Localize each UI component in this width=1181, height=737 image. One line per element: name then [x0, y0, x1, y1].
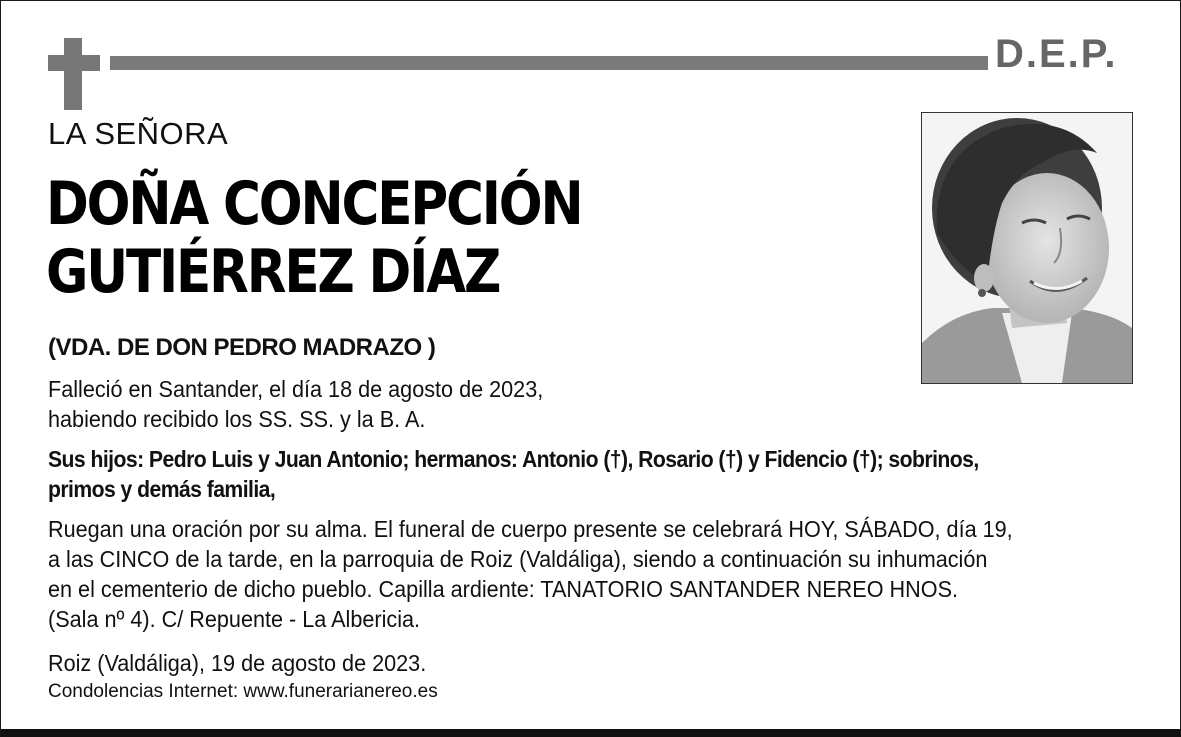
- death-notice-line-2: habiendo recibido los SS. SS. y la B. A.: [48, 406, 426, 432]
- family-line-1: Sus hijos: Pedro Luis y Juan Antonio; hermanos: Antonio (†), Rosario (†) y Fidencio (†); sobrinos,: [48, 446, 979, 472]
- family-line-2: primos y demás familia,: [48, 476, 276, 502]
- deceased-name: [46, 170, 582, 306]
- service-line-2: a las CINCO de la tarde, en la parroquia de Roiz (Valdáliga), siendo a continuación su inhumación: [48, 546, 988, 572]
- deceased-name-line-1: DOÑA CONCEPCIÓN: [46, 169, 582, 239]
- deceased-title: LA SEÑORA: [48, 116, 229, 151]
- death-notice: [48, 374, 543, 434]
- deceased-name-line-2: GUTIÉRREZ DÍAZ: [46, 237, 500, 307]
- latin-cross-icon: [48, 38, 100, 110]
- portrait-photo: [921, 112, 1133, 384]
- service-line-1: Ruegan una oración por su alma. El funeral de cuerpo presente se celebrará HOY, SÁBADO, día 19,: [48, 516, 1013, 542]
- service-line-4: (Sala nº 4). C/ Repuente - La Albericia.: [48, 606, 421, 632]
- service-line-3: en el cementerio de dicho pueblo. Capilla ardiente: TANATORIO SANTANDER NEREO HNOS.: [48, 576, 959, 602]
- portrait-illustration: [922, 113, 1132, 383]
- dep-label: D.E.P.: [995, 32, 1118, 76]
- header-rule: [110, 56, 988, 70]
- place-date: Roiz (Valdáliga), 19 de agosto de 2023.: [48, 650, 427, 676]
- family-list: [48, 444, 979, 504]
- death-notice-line-1: Falleció en Santander, el día 18 de agosto de 2023,: [48, 376, 544, 402]
- service-details: [48, 514, 1013, 634]
- widow-note: (VDA. DE DON PEDRO MADRAZO ): [48, 334, 436, 361]
- condolences-website: Condolencias Internet: www.funerarianereo.es: [48, 681, 438, 702]
